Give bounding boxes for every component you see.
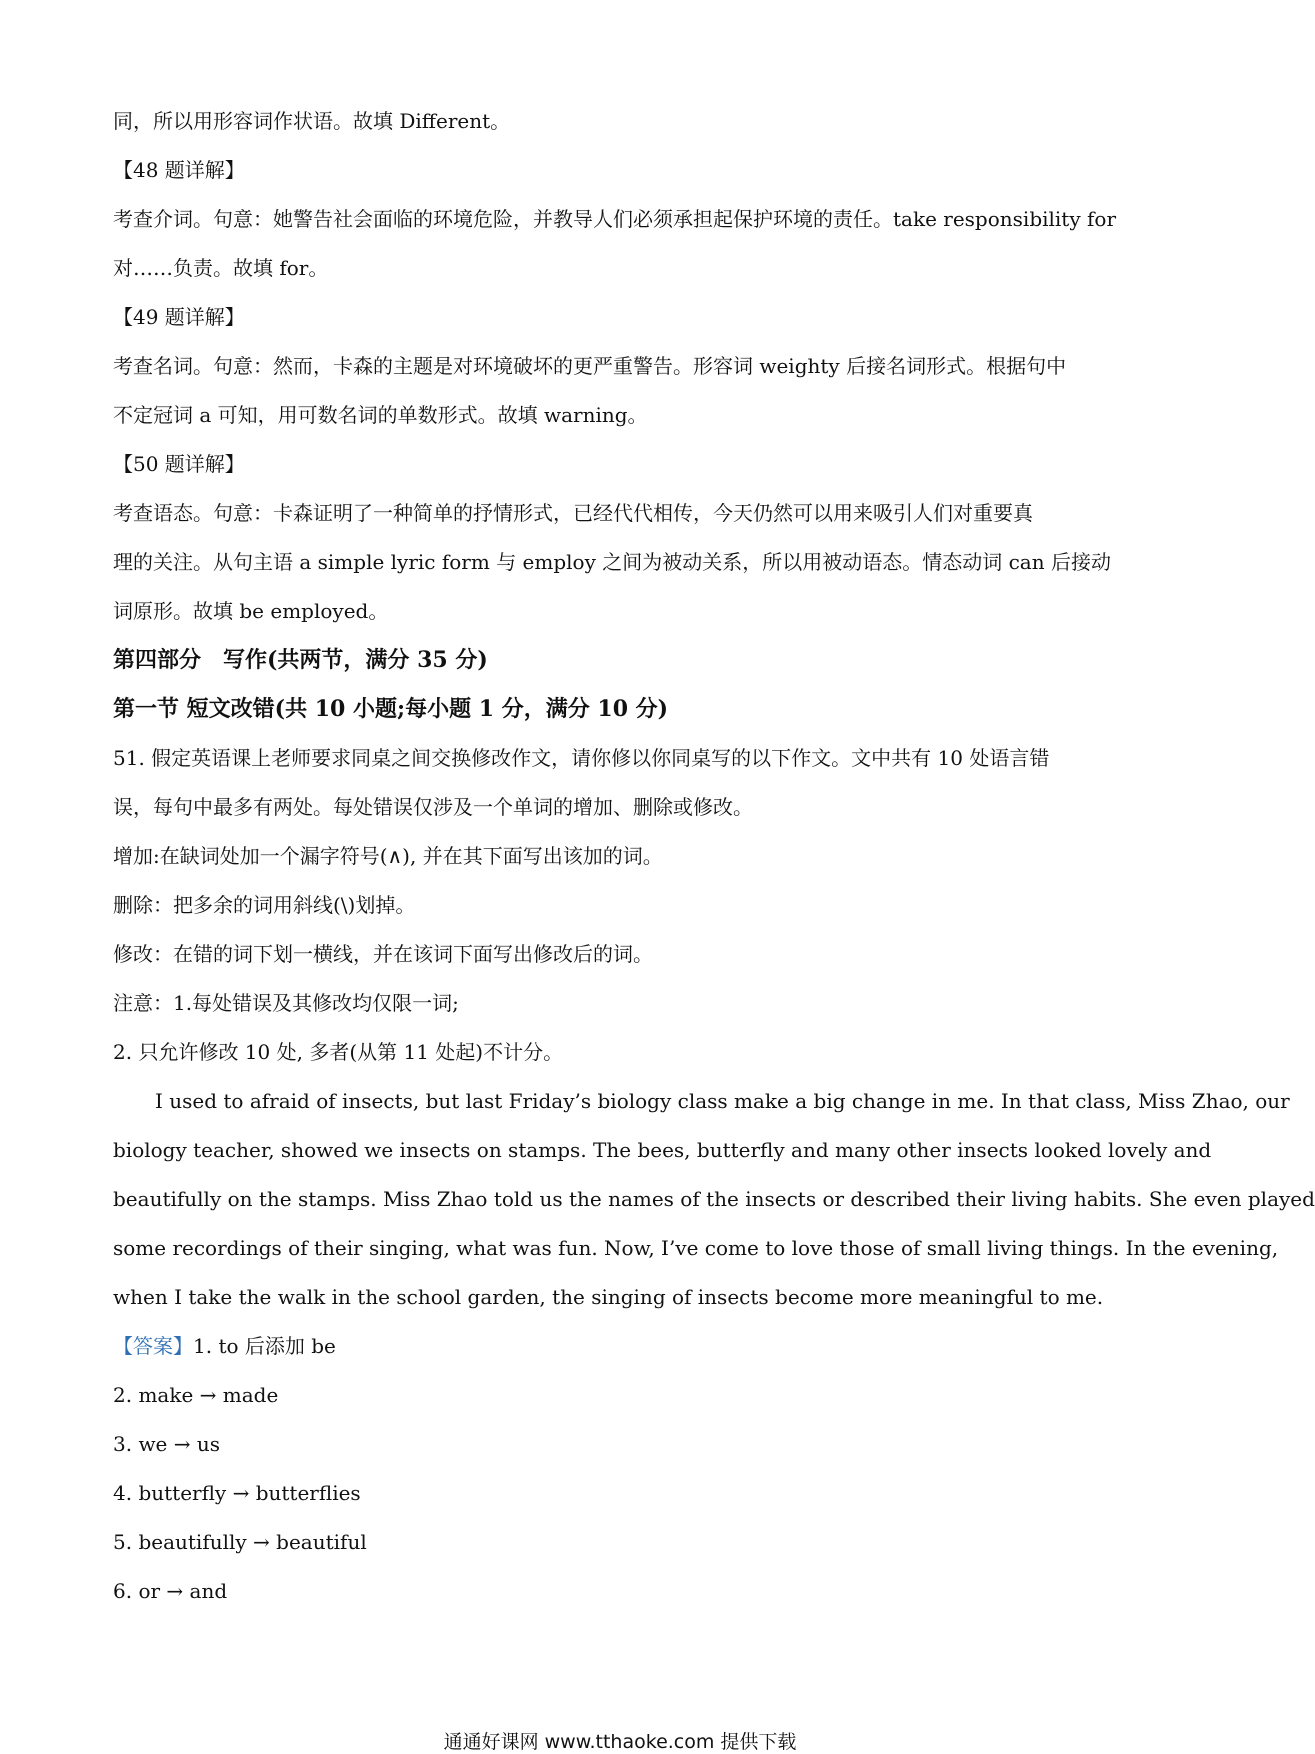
instruction-line: 修改：在错的词下划一横线，并在该词下面写出修改后的词。: [113, 942, 653, 966]
instruction-line: 误，每句中最多有两处。每处错误仅涉及一个单词的增加、删除或修改。: [113, 795, 753, 819]
answer-item: 6. or → and: [113, 1579, 228, 1603]
document-page: [113, 97, 1315, 1616]
text-line: 对……负责。故填 for。: [113, 256, 329, 280]
text-line: 考查介词。句意：她警告社会面临的环境危险，并教导人们必须承担起保护环境的责任。take responsibility for: [113, 207, 1117, 231]
page-footer: 通通好课网 www.tthaoke.com 提供下载: [443, 1731, 797, 1753]
text-line: 同，所以用形容词作状语。故填 Different。: [113, 109, 511, 133]
passage-line: when I take the walk in the school garden, the singing of insects become more meaningful to me.: [113, 1285, 1104, 1309]
section1-heading: 第一节 短文改错(共 10 小题;每小题 1 分，满分 10 分): [113, 696, 669, 722]
instruction-line: 删除：把多余的词用斜线(\)划掉。: [113, 893, 416, 917]
passage-line: biology teacher, showed we insects on stamps. The bees, butterfly and many other insects looked lovely and: [113, 1138, 1212, 1162]
text-line: 词原形。故填 be employed。: [113, 599, 389, 623]
passage-line: some recordings of their singing, what was fun. Now, I’ve come to love those of small living things. In the evening,: [113, 1236, 1279, 1260]
answer-tag: 【答案】: [113, 1334, 193, 1358]
question-heading: 【49 题详解】: [113, 305, 245, 329]
question-heading: 【48 题详解】: [113, 158, 245, 182]
instruction-line: 51. 假定英语课上老师要求同桌之间交换修改作文，请你修以你同桌写的以下作文。文中共有 10 处语言错: [113, 746, 1050, 770]
part4-heading: 第四部分 写作(共两节，满分 35 分): [113, 647, 488, 673]
answer-first-line: [113, 1322, 1133, 1371]
instruction-line: 注意：1.每处错误及其修改均仅限一词;: [113, 991, 459, 1015]
answer-item: 2. make → made: [113, 1383, 279, 1407]
text-line: 理的关注。从句主语 a simple lyric form 与 employ 之间为被动关系，所以用被动语态。情态动词 can 后接动: [113, 550, 1111, 574]
instruction-line: 2. 只允许修改 10 处, 多者(从第 11 处起)不计分。: [113, 1040, 564, 1064]
text-line: 考查名词。句意：然而，卡森的主题是对环境破坏的更严重警告。形容词 weighty 后接名词形式。根据句中: [113, 354, 1067, 378]
answer-item: 5. beautifully → beautiful: [113, 1530, 367, 1554]
passage-line: I used to afraid of insects, but last Friday’s biology class make a big change in me. In that class, Miss Zhao, our: [155, 1089, 1290, 1113]
passage-line: beautifully on the stamps. Miss Zhao told us the names of the insects or described their living habits. She even played: [113, 1187, 1315, 1211]
answer-item: 4. butterfly → butterflies: [113, 1481, 361, 1505]
question-heading: 【50 题详解】: [113, 452, 245, 476]
text-line: 考查语态。句意：卡森证明了一种简单的抒情形式，已经代代相传，今天仍然可以用来吸引人们对重要真: [113, 501, 1033, 525]
answer-item: 1. to 后添加 be: [193, 1334, 336, 1358]
answer-item: 3. we → us: [113, 1432, 221, 1456]
instruction-line: 增加:在缺词处加一个漏字符号(∧), 并在其下面写出该加的词。: [113, 844, 663, 868]
text-line: 不定冠词 a 可知，用可数名词的单数形式。故填 warning。: [113, 403, 648, 427]
